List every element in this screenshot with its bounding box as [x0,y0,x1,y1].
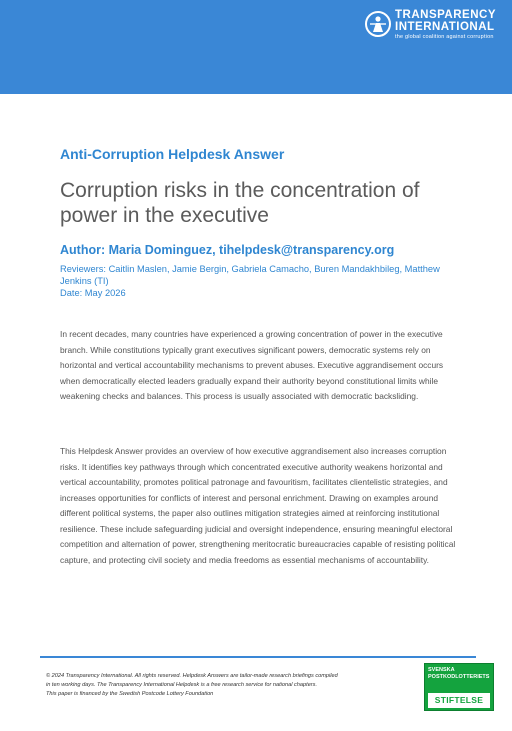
logo-tagline: the global coalition against corruption [395,34,494,40]
badge-line-2: POSTKODLOTTERIETS [428,673,490,680]
document-title: Corruption risks in the concentration of power in the executive [60,179,420,227]
logo-wordmark-line1: TRANSPARENCY [395,9,496,21]
footer-line-1: © 2024 Transparency International. All rights reserved. Helpdesk Answers are tailor-made research briefings compiled [46,673,338,679]
summary-paragraph-1: In recent decades, many countries have experienced a growing concentration of power in the executive branch. While constitutions typically grant executives significant powers, democratic systems rely on horizontal and vertical accountability mechanisms to prevent abuses. Executive aggrandisement occurs when democratically elected leaders gradually expand their authority beyond constitutional limits while weakening checks and balances. This process is usually associated with democratic backsliding. [60,329,444,401]
badge-line-3: STIFTELSE [428,693,490,708]
document-meta [60,263,460,299]
transparency-international-logo [365,10,496,41]
footer-copyright [46,672,416,699]
footer-divider [40,656,476,658]
author-line: Author: Maria Dominguez, tihelpdesk@transparency.org [60,243,395,257]
postcode-lottery-foundation-logo [424,663,494,711]
logo-wordmark-line2: INTERNATIONAL [395,20,495,33]
date-line: Date: May 2026 [60,288,126,298]
reviewers-line: Reviewers: Caitlin Maslen, Jamie Bergin, Gabriela Camacho, Buren Mandakhbileg, Matthew Jenkins (TI) [60,264,440,286]
footer-line-2: in ten working days. The Transparency International Helpdesk is a free research service for national chapters. [46,682,318,688]
summary-paragraph-2: This Helpdesk Answer provides an overview of how executive aggrandisement also increases corruption risks. It identifies key pathways through which concentrated executive authority weakens horizontal and vertical accountability, promotes political patronage and favouritism, facilitates clientelistic strategies, and increases opportunities for conflicts of interest and personal enrichment. Drawing on examples around different political systems, the paper also outlines mitigation strategies aimed at reinforcing institutional resilience. These include safeguarding judicial and oversight independence, ensuring meaningful electoral competition and alternation of power, strengthening meritocratic bureaucracies capable of resisting political capture, and protecting civil society and media freedoms as essential mechanisms of accountability. [60,446,456,565]
document-category: Anti-Corruption Helpdesk Answer [60,146,285,162]
badge-line-1: SVENSKA [428,667,455,673]
header-banner [0,0,512,94]
globe-person-icon [365,11,391,37]
footer-line-3: This paper is financed by the Swedish Postcode Lottery Foundation [46,691,214,697]
